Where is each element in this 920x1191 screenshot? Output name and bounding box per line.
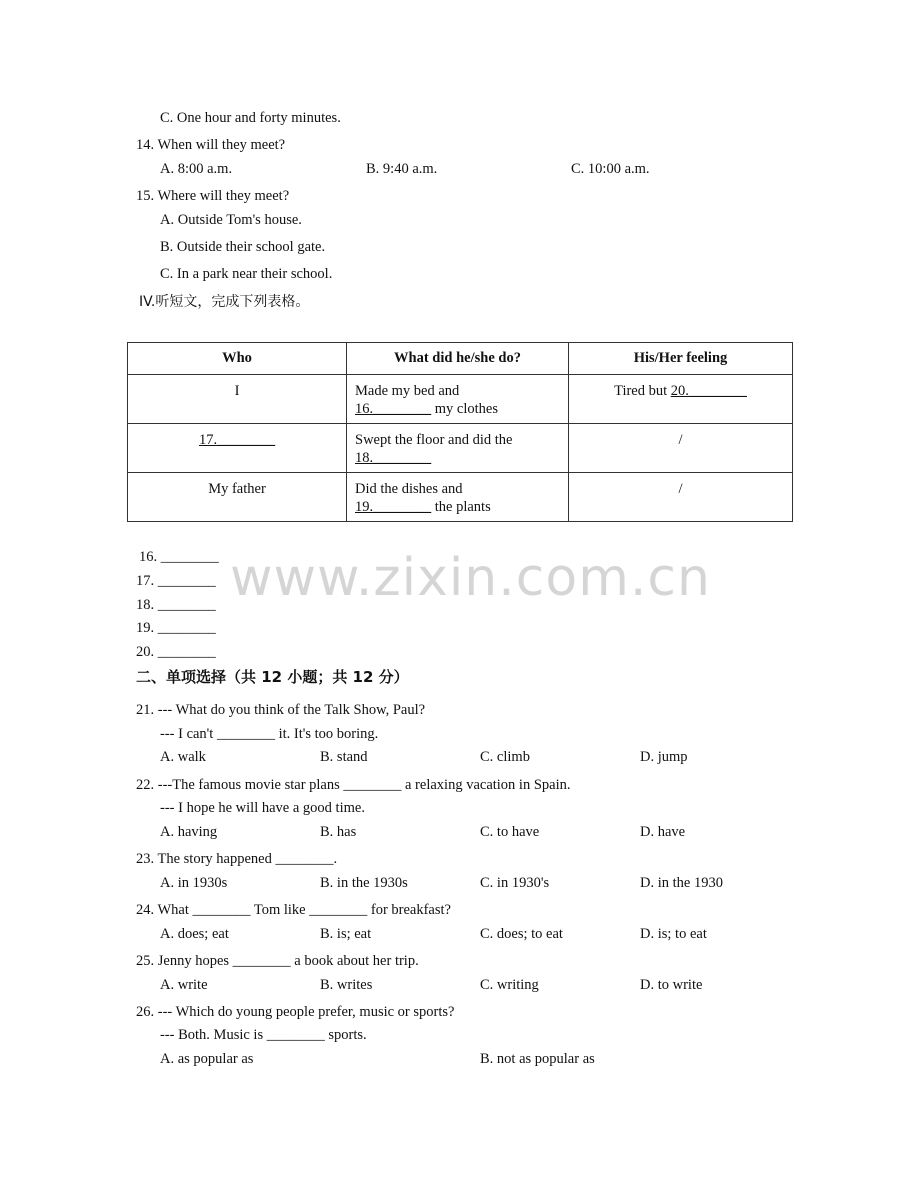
answer-line-18[interactable]: 18. ________ [136,597,216,613]
feeling-text: / [678,481,683,497]
blank-16[interactable]: 16.________ [355,401,432,417]
section2-title: 二、单项选择（共 12 小题；共 12 分） [136,668,409,686]
q22-option-b[interactable]: B. has [320,824,357,840]
who-text: I [234,383,240,399]
q22-option-d[interactable]: D. have [640,824,686,840]
q23-option-c[interactable]: C. in 1930's [480,875,550,891]
table-row [128,473,793,522]
q13-option-c: C. One hour and forty minutes. [160,110,341,126]
listening-table [127,342,793,522]
q21-option-d[interactable]: D. jump [640,749,688,765]
q25-option-c[interactable]: C. writing [480,977,539,993]
watermark: www.zixin.com.cn [230,548,711,608]
cell-feeling [569,424,793,473]
q25-option-d[interactable]: D. to write [640,977,703,993]
answer-line-20[interactable]: 20. ________ [136,644,216,660]
q22-option-a[interactable]: A. having [160,824,218,840]
q24-option-a[interactable]: A. does; eat [160,926,229,942]
q23-stem: 23. The story happened ________. [136,851,338,867]
q21-option-c[interactable]: C. climb [480,749,530,765]
q26-option-b[interactable]: B. not as popular as [480,1051,595,1067]
cell-who [128,473,347,522]
cell-who [128,375,347,424]
what-text: Swept the floor and did the [355,432,513,448]
cell-what [347,424,569,473]
q25-stem: 25. Jenny hopes ________ a book about her trip. [136,953,419,969]
q26-option-a[interactable]: A. as popular as [160,1051,254,1067]
q21-line2: --- I can't ________ it. It's too boring. [160,726,379,742]
header-feeling: His/Her feeling [569,343,793,375]
q15-option-a: A. Outside Tom's house. [160,212,302,228]
q26-stem: 26. --- Which do young people prefer, music or sports? [136,1004,455,1020]
q15-option-c: C. In a park near their school. [160,266,333,282]
q24-stem: 24. What ________ Tom like ________ for breakfast? [136,902,451,918]
cell-feeling [569,473,793,522]
q15-stem: 15. Where will they meet? [136,188,290,204]
q14-option-b: B. 9:40 a.m. [366,161,438,177]
q14-option-c: C. 10:00 a.m. [571,161,650,177]
table-row [128,424,793,473]
cell-what [347,375,569,424]
who-text: My father [208,481,266,497]
q21-stem: 21. --- What do you think of the Talk Show, Paul? [136,702,426,718]
cell-feeling [569,375,793,424]
header-what: What did he/she do? [347,343,569,375]
q24-option-b[interactable]: B. is; eat [320,926,372,942]
q26-line2: --- Both. Music is ________ sports. [160,1027,367,1043]
cell-who [128,424,347,473]
q24-option-d[interactable]: D. is; to eat [640,926,707,942]
q21-option-a[interactable]: A. walk [160,749,206,765]
q14-stem: 14. When will they meet? [136,137,286,153]
table-header-row [128,343,793,375]
blank-17[interactable]: 17.________ [198,432,276,448]
q14-option-a: A. 8:00 a.m. [160,161,233,177]
what-text-post: the plants [431,499,491,515]
q25-option-a[interactable]: A. write [160,977,208,993]
answer-line-19[interactable]: 19. ________ [136,620,216,636]
q23-option-b[interactable]: B. in the 1930s [320,875,408,891]
q23-option-d[interactable]: D. in the 1930 [640,875,723,891]
part4-title: IV.听短文，完成下列表格。 [139,294,310,310]
q22-stem: 22. ---The famous movie star plans ________ a relaxing vacation in Spain. [136,777,571,793]
header-who: Who [128,343,347,375]
feeling-text: / [678,432,683,448]
blank-19[interactable]: 19.________ [355,499,432,515]
table-row [128,375,793,424]
what-text: Did the dishes and [355,481,463,497]
q24-option-c[interactable]: C. does; to eat [480,926,563,942]
q23-option-a[interactable]: A. in 1930s [160,875,228,891]
what-text: Made my bed and [355,383,460,399]
q15-option-b: B. Outside their school gate. [160,239,326,255]
q22-line2: --- I hope he will have a good time. [160,800,365,816]
answer-line-16[interactable]: 16. ________ [139,549,219,565]
q25-option-b[interactable]: B. writes [320,977,373,993]
what-text-post: my clothes [431,401,498,417]
q21-option-b[interactable]: B. stand [320,749,368,765]
feeling-text: Tired but [614,383,671,399]
blank-20[interactable]: 20.________ [670,383,747,399]
blank-18[interactable]: 18.________ [355,450,432,466]
answer-line-17[interactable]: 17. ________ [136,573,216,589]
cell-what [347,473,569,522]
q22-option-c[interactable]: C. to have [480,824,540,840]
